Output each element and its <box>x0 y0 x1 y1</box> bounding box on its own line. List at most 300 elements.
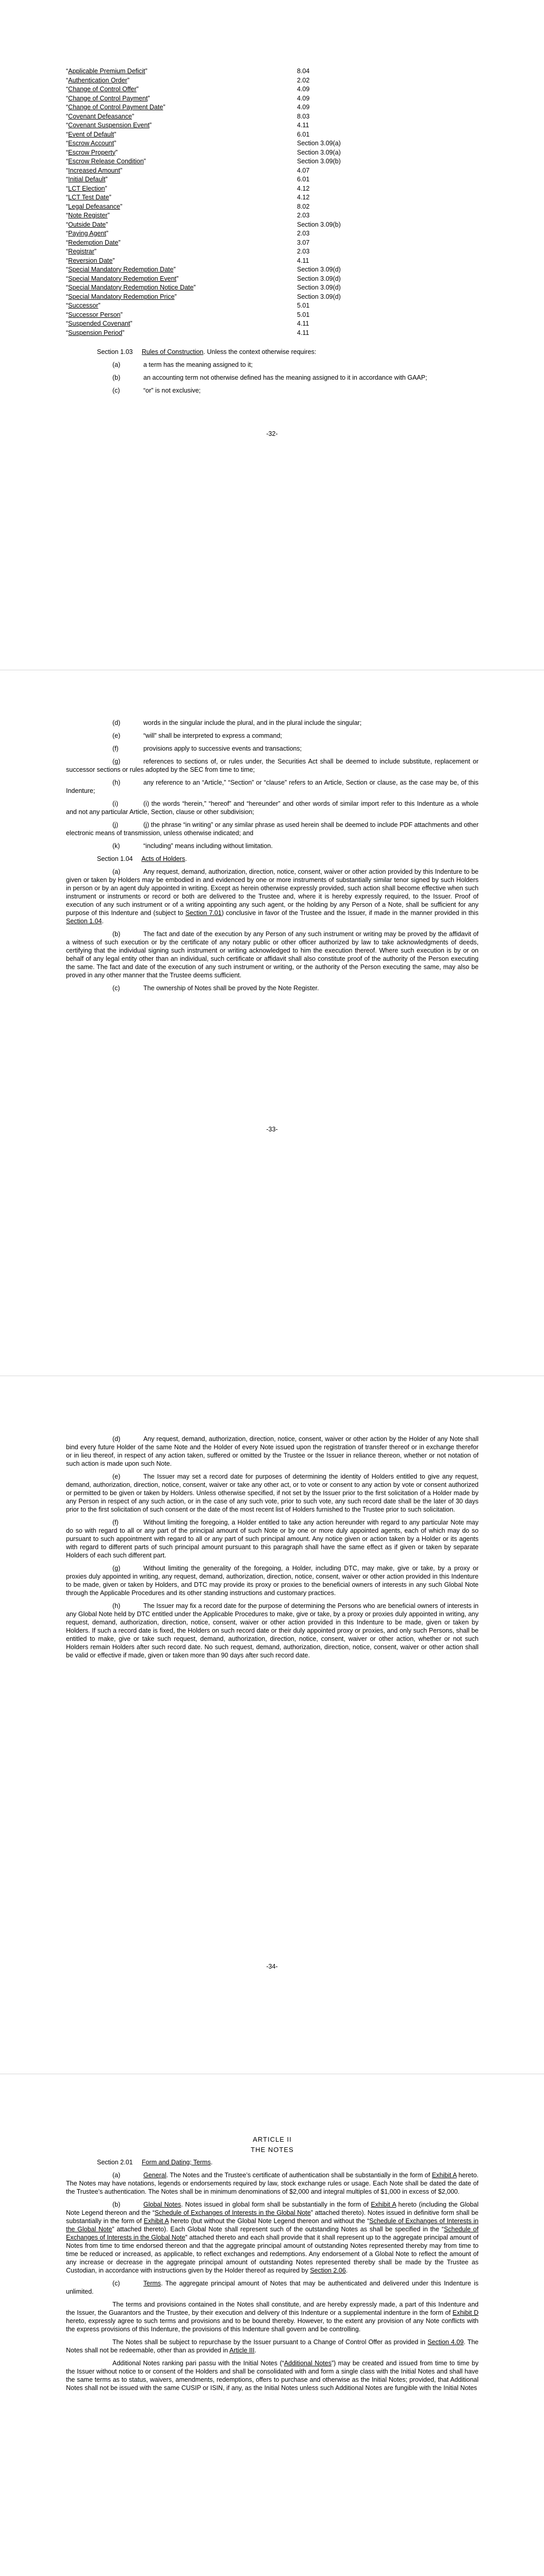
defined-term-row <box>66 175 479 184</box>
quote-mark: “ <box>66 86 69 93</box>
defined-term-row <box>66 166 479 176</box>
clause-text: . <box>345 2267 348 2274</box>
clause-mark: (f) <box>112 1519 119 1526</box>
defined-term-reference: Section 3.09(d) <box>297 266 341 273</box>
defined-term-row <box>66 130 479 140</box>
clause-mark: (e) <box>112 732 121 739</box>
clause-text: provisions apply to successive events and transactions; <box>143 745 302 752</box>
term-text: Suspended Covenant <box>68 320 130 327</box>
term-text: Covenant Defeasance <box>68 112 132 120</box>
quote-mark: “ <box>66 76 69 84</box>
schedule-of-exchanges-link[interactable]: Schedule of Exchanges of Interests in the Global Note <box>154 2209 311 2216</box>
quote-mark: ” <box>145 67 147 75</box>
clause-text: The fact and date of the execution by any Person of any such instrument or writing may be proved by the affidavit of a witness of such execution or by the certificate of any notary public or other officer authorized by law to take acknowledgments of deeds, certifying that the individual signing such instrument or writing acknowledged to him the execution thereof. Where such execution is by or on behalf of any legal entity other than an individual, such certificate or affidavit shall also constitute proof of the authority of the Person executing the same. The fact and date of the execution of any such instrument or writing, or the authority of the Person executing the same, may also be proved in any other manner that the Trustee deems sufficient. <box>66 930 479 979</box>
defined-term-name <box>66 85 297 94</box>
clause-a <box>66 868 479 925</box>
clause-mark: (g) <box>112 758 121 765</box>
term-text: Reversion Date <box>68 257 113 264</box>
defined-term-name <box>66 257 297 266</box>
clause-text: Any request, demand, authorization, direction, notice, consent, waiver or other action provided by this Indenture to be given or taken by Holders may be embodied in and evidenced by one or more instruments of substantially similar tenor signed by such Holders in person or by an agent duly appointed in writing. Except as herein otherwise expressly provided, such action shall become effective when such instrument or instruments or record or both are delivered to the Trustee and, where it is hereby expressly required, to the Issuer. Proof of execution of any such instrument or of a writing appointing any such agent, or the holding by any Person of a Note, shall be sufficient for any purpose of this Indenture and (subject to <box>66 868 479 917</box>
quote-mark: “ <box>66 94 69 102</box>
defined-term-name <box>66 76 297 86</box>
exhibit-a-link[interactable]: Exhibit A <box>432 2172 457 2179</box>
clause-mark: (b) <box>112 374 121 381</box>
clause-mark: (e) <box>112 1473 121 1480</box>
clause-g <box>66 757 479 774</box>
defined-term-name <box>66 103 297 112</box>
paragraph-text: The Notes shall be subject to repurchase by the Issuer pursuant to a Change of Control Offer as provided in <box>112 2338 428 2346</box>
clause-text: a term has the meaning assigned to it; <box>143 361 253 368</box>
defined-term-reference: Section 3.09(d) <box>297 284 341 291</box>
defined-term-row <box>66 229 479 239</box>
defined-term-reference: 4.09 <box>297 94 310 102</box>
quote-mark: “ <box>66 230 69 237</box>
defined-term-name <box>66 175 297 184</box>
defined-term-name <box>66 211 297 221</box>
paragraph-text: hereto, expressly agree to such terms and provisions and to be bound thereby. However, to the extent any provision of any Note conflicts with the express provisions of this Indenture, the provisions of this Indenture shall govern and be controlling. <box>66 2317 479 2333</box>
clause-mark: (c) <box>112 985 120 992</box>
clause-e <box>66 732 479 740</box>
clause-text: words in the singular include the plural, and in the plural include the singular; <box>143 719 362 726</box>
clause-c <box>66 2279 479 2296</box>
quote-mark: ” <box>106 221 108 228</box>
clause-a <box>66 2171 479 2196</box>
page-number: -32- <box>266 430 278 437</box>
article-ii <box>66 2136 479 2397</box>
quote-mark: “ <box>66 202 69 210</box>
quote-mark: “ <box>66 320 69 327</box>
quote-mark: ” <box>143 158 146 165</box>
clause-text: hereto (but without the Global Note Legend thereon and without the “ <box>169 2217 370 2225</box>
term-text: Successor Person <box>68 311 121 318</box>
quote-mark: “ <box>66 266 69 273</box>
term-text: Successor <box>68 302 98 309</box>
defined-term-row <box>66 211 479 221</box>
term-text: Escrow Account <box>68 140 114 147</box>
article-title: THE NOTES <box>251 2146 294 2154</box>
additional-notes-term: Additional Notes <box>284 2360 332 2367</box>
clause-mark: (h) <box>112 1602 121 1609</box>
paragraph-text: . <box>254 2347 256 2354</box>
clause-text: an accounting term not otherwise defined has the meaning assigned to it in accordance with GAAP; <box>143 374 427 381</box>
defined-term-reference: 4.09 <box>297 104 310 111</box>
quote-mark: ” <box>176 275 179 282</box>
clause-mark: (j) <box>112 821 119 828</box>
exhibit-a-link[interactable]: Exhibit A <box>143 2217 169 2225</box>
clause-j <box>66 821 479 837</box>
clause-text: The Issuer may fix a record date for the purpose of determining the Persons who are beneficial owners of interests in any Global Note held by DTC entitled under the Applicable Procedures to make, give or take, by a proxy or proxies duly appointed in writing, any request, demand, authorization, direction, notice, consent, waiver or other action provided in this Indenture to be made, given or taken by Holders. If such a record date is fixed, the Holders on such record date or their duly appointed proxy or proxies, and only such Persons, shall be entitled to make, give or take such request, demand, authorization, direction, notice, consent, waiver or other action, whether or not such Holders remain Holders after such record date. No such request, demand, authorization, direction, notice, consent, waiver or other action shall be valid or effective if made, given or taken more than 90 days after such record date. <box>66 1602 479 1659</box>
defined-term-name <box>66 157 297 166</box>
section-1-03 <box>66 348 479 399</box>
defined-term-reference: 4.12 <box>297 194 310 201</box>
schedule-of-exchanges-link[interactable]: Schedule of Exchanges of Interests in the Global Note <box>66 2217 479 2233</box>
defined-term-row <box>66 319 479 329</box>
clause-text: ” attached thereto). Each Global Note shall represent such of the outstanding Notes as shall be specified in the “ <box>112 2226 444 2233</box>
term-text: Authentication Order <box>68 76 127 84</box>
section-label: Section 2.01 <box>97 2159 133 2166</box>
section-4-09-link[interactable]: Section 4.09 <box>427 2338 464 2346</box>
term-text: Event of Default <box>68 130 114 138</box>
term-text: Special Mandatory Redemption Notice Date <box>68 284 194 291</box>
clause-text: Without limiting the generality of the foregoing, a Holder, including DTC, may make, give or take, by a proxy or proxies duly appointed in writing, any request, demand, authorization, direction, notice, consent, waiver or other action provided in this Indenture to be made, given or taken by Holders, and DTC may provide its proxy or proxies to the beneficial owners of interests in any such Global Note through the Applicable Procedures and its other standing instructions and customary practices. <box>66 1565 479 1597</box>
section-title-end: . <box>210 2159 213 2166</box>
clause-mark: (c) <box>112 387 120 394</box>
quote-mark: “ <box>66 176 69 183</box>
clause-text: Any request, demand, authorization, direction, notice, consent, waiver or other action by the Holder of any Note shall bind every future Holder of the same Note and the Holder of every Note issued upon the registration of transfer thereof or in exchange therefor or in lieu thereof, in respect of any action taken, suffered or omitted by the Trustee or the Issuer in reliance thereon, whether or not notation of such action is made upon such Note. <box>66 1435 479 1467</box>
clause-mark: (b) <box>112 930 121 938</box>
defined-term-reference: 4.09 <box>297 86 310 93</box>
quote-mark: ” <box>114 140 117 147</box>
clause-mark: (d) <box>112 1435 121 1443</box>
quote-mark: ” <box>173 266 176 273</box>
defined-term-name <box>66 148 297 158</box>
clause-text: “including” means including without limitation. <box>143 842 273 850</box>
exhibit-a-link[interactable]: Exhibit A <box>371 2201 397 2208</box>
defined-term-row <box>66 139 479 148</box>
defined-term-row <box>66 257 479 266</box>
quote-mark: “ <box>66 122 69 129</box>
clause-text: hereto (including the Global Note Legend thereon and the “ <box>66 2201 479 2216</box>
quote-mark: ” <box>120 311 123 318</box>
quote-mark: ” <box>130 320 133 327</box>
term-text: Outside Date <box>68 221 106 228</box>
term-text: Initial Default <box>68 176 106 183</box>
quote-mark: ” <box>136 86 139 93</box>
defined-term-name <box>66 193 297 202</box>
clause-text: hereto. The Notes may have notations, legends or endorsements required by law, stock exchange rules or usage. Each Note shall be dated the date of the Trustee’s authentication. The Notes shall be in minimum denominations of $2,000 and integral multiples of $1,000 in excess of $2,000. <box>66 2172 479 2195</box>
quote-mark: ” <box>106 230 109 237</box>
defined-term-reference: 4.12 <box>297 184 310 192</box>
defined-term-row <box>66 184 479 194</box>
quote-mark: “ <box>66 104 69 111</box>
clause-text: (j) the phrase “in writing” or any similar phrase as used herein shall be deemed to include PDF attachments and other electronic means of transmission, unless otherwise indicated; and <box>66 821 479 837</box>
article-iii-link[interactable]: Article III <box>229 2347 255 2354</box>
defined-term-name <box>66 94 297 104</box>
defined-term-name <box>66 275 297 284</box>
clause-mark: (k) <box>112 842 120 850</box>
clause-mark: (b) <box>112 2201 121 2208</box>
section-title: Rules of Construction <box>141 348 204 355</box>
section-2-06-link[interactable]: Section 2.06 <box>310 2267 346 2274</box>
clause-f <box>66 1518 479 1560</box>
clause-k <box>66 842 479 850</box>
defined-term-reference: 3.07 <box>297 239 310 246</box>
clause-a <box>66 361 479 369</box>
quote-mark: ” <box>109 194 111 201</box>
quote-mark: “ <box>66 212 69 219</box>
clause-text: . The Notes and the Trustee’s certificate of authentication shall be substantially in the form of <box>166 2172 432 2179</box>
defined-term-row <box>66 221 479 230</box>
clause-lead: Terms <box>143 2280 161 2287</box>
defined-term-row <box>66 76 479 86</box>
term-text: LCT Election <box>68 184 105 192</box>
quote-mark: ” <box>107 212 110 219</box>
defined-term-reference: 4.11 <box>297 320 309 327</box>
clause-mark: (h) <box>112 779 121 786</box>
clause-text: . <box>102 918 104 925</box>
quote-mark: ” <box>112 257 115 264</box>
term-text: Paying Agent <box>68 230 106 237</box>
quote-mark: “ <box>66 221 69 228</box>
section-intro: . Unless the context otherwise requires: <box>203 348 317 355</box>
clause-mark: (f) <box>112 745 119 752</box>
defined-term-name <box>66 229 297 239</box>
quote-mark: “ <box>66 158 69 165</box>
quote-mark: “ <box>66 311 69 318</box>
term-text: Escrow Release Condition <box>68 158 144 165</box>
defined-term-row <box>66 247 479 257</box>
clause-mark: (a) <box>112 868 121 875</box>
quote-mark: “ <box>66 302 69 309</box>
defined-term-reference: Section 3.09(d) <box>297 293 341 300</box>
clause-text: Without limiting the foregoing, a Holder entitled to take any action hereunder with regard to any particular Note may do so with regard to all or any part of the principal amount of such Note or by one or more duly appointed agents, each of which may do so pursuant to such appointment with regard to all or any part of such principal amount. Any notice given or action taken by a Holder or its agents with regard to different parts of such principal amount pursuant to this paragraph shall have the same effect as if given or taken by separate Holders of each such different part. <box>66 1519 479 1559</box>
defined-term-reference: 6.01 <box>297 130 310 138</box>
clause-c <box>66 386 479 395</box>
defined-term-row <box>66 239 479 248</box>
clause-text: ” attached thereto). Notes issued in definitive form shall be substantially in the form of <box>66 2209 479 2225</box>
section-1-04-link[interactable]: Section 1.04 <box>66 918 102 925</box>
clause-text: references to sections of, or rules under, the Securities Act shall be deemed to include substitute, replacement or successor sections or rules adopted by the SEC from time to time; <box>66 758 479 773</box>
defined-term-name <box>66 166 297 176</box>
defined-term-reference: 4.11 <box>297 122 309 129</box>
section-1-03-heading <box>66 348 479 356</box>
defined-term-reference: 5.01 <box>297 311 310 318</box>
defined-term-row <box>66 202 479 212</box>
defined-term-row <box>66 112 479 122</box>
term-text: Applicable Premium Deficit <box>68 67 145 75</box>
defined-term-row <box>66 283 479 293</box>
term-text: Registrar <box>68 248 94 255</box>
defined-term-row <box>66 311 479 320</box>
clause-text: The ownership of Notes shall be proved by the Note Register. <box>143 985 319 992</box>
clause-i <box>66 800 479 816</box>
defined-term-row <box>66 275 479 284</box>
term-text: Change of Control Offer <box>68 86 137 93</box>
defined-term-row <box>66 85 479 94</box>
quote-mark: “ <box>66 329 69 336</box>
term-text: Special Mandatory Redemption Event <box>68 275 177 282</box>
section-2-01-heading <box>66 2158 479 2166</box>
clause-text: . The aggregate principal amount of Notes that may be authenticated and delivered under this Indenture is unlimited. <box>66 2280 479 2295</box>
clause-h <box>66 1602 479 1659</box>
defined-term-reference: Section 3.09(b) <box>297 158 341 165</box>
quote-mark: “ <box>66 257 69 264</box>
defined-term-reference: Section 3.09(a) <box>297 140 341 147</box>
term-text: Redemption Date <box>68 239 119 246</box>
term-text: Note Register <box>68 212 108 219</box>
quote-mark: “ <box>66 184 69 192</box>
clause-mark: (a) <box>112 2172 121 2179</box>
section-1-04-continued <box>66 1435 479 1664</box>
defined-term-reference: 4.11 <box>297 257 309 264</box>
defined-term-reference: 8.03 <box>297 112 310 120</box>
quote-mark: “ <box>66 140 69 147</box>
paragraph-text: Additional Notes ranking pari passu with the Initial Notes (“ <box>112 2360 284 2367</box>
defined-term-row <box>66 293 479 302</box>
defined-term-reference: 5.01 <box>297 302 310 309</box>
defined-term-name <box>66 239 297 248</box>
defined-term-name <box>66 265 297 275</box>
section-title: Form and Dating; Terms <box>141 2159 211 2166</box>
term-text: Special Mandatory Redemption Price <box>68 293 175 300</box>
clause-mark: (c) <box>112 2280 120 2287</box>
clause-lead: Global Notes <box>143 2201 182 2208</box>
page-33 <box>0 670 544 1376</box>
quote-mark: “ <box>66 248 69 255</box>
defined-term-reference: 4.11 <box>297 329 309 336</box>
section-1-03-continued <box>66 719 479 997</box>
defined-term-row <box>66 265 479 275</box>
term-text: Suspension Period <box>68 329 123 336</box>
clause-text: ) conclusive in favor of the Trustee and the Issuer, if made in the manner provided in this <box>221 909 479 917</box>
defined-term-reference: Section 3.09(d) <box>297 275 341 282</box>
quote-mark: “ <box>66 293 69 300</box>
clause-text: (i) the words “herein,” “hereof” and “hereunder” and other words of similar import refer to this Indenture as a whole and not any particular Article, Section, clause or other subdivision; <box>66 800 479 816</box>
term-text: LCT Test Date <box>68 194 109 201</box>
defined-term-reference: 2.02 <box>297 76 310 84</box>
clause-mark: (i) <box>112 800 119 807</box>
defined-term-reference: Section 3.09(b) <box>297 221 341 228</box>
defined-term-name <box>66 247 297 257</box>
quote-mark: ” <box>163 104 166 111</box>
defined-term-name <box>66 311 297 320</box>
quote-mark: ” <box>115 148 118 156</box>
defined-term-row <box>66 94 479 104</box>
term-text: Change of Control Payment <box>68 94 148 102</box>
quote-mark: ” <box>127 76 129 84</box>
paragraph-text: ”) may be created and issued from time to time by the Issuer without notice to or consent of the Holders and shall be consolidated with and form a single class with the Initial Notes and shall have the same terms as to status, waivers, amendments, redemptions, offers to purchase and otherwise as the Initial Notes; provided, that Additional Notes shall not be issued with the same CUSIP or ISIN, if any, as the Initial Notes unless such Additional Notes are fungible with the Initial Notes <box>66 2360 479 2392</box>
quote-mark: “ <box>66 239 69 246</box>
clause-text: The Issuer may set a record date for purposes of determining the identity of Holders entitled to give any request, demand, authorization, direction, notice, consent, waiver or take any other act, or to vote or consent to any action by vote or consent authorized or permitted to be given or taken by Holders. Unless otherwise specified, if not set by the Issuer prior to the first solicitation of a Holder made by any Person in respect of any such action, or in the case of any such vote, prior to such vote, any such record date shall be the later of 30 days prior to the first solicitation of such consent or the date of the most recent list of Holders furnished to the Trustee prior to such solicitation. <box>66 1473 479 1513</box>
clause-text: ” attached thereto and each shall provide that it shall represent up to the aggregate principal amount of Notes from time to time endorsed thereon and that the aggregate principal amount of outstanding Notes represented thereby may from time to time be reduced or increased, as applicable, to reflect exchanges and redemptions. Any endorsement of a Global Note to reflect the amount of any increase or decrease in the aggregate principal amount of outstanding Notes represented thereby shall be made by the Trustee as Custodian, in accordance with instructions given by the Holder thereof as required by <box>66 2234 479 2274</box>
defined-terms-table <box>66 67 479 337</box>
page-34 <box>0 1376 544 2074</box>
section-label: Section 1.04 <box>97 855 133 862</box>
defined-term-reference: Section 3.09(a) <box>297 148 341 156</box>
defined-term-reference: 4.07 <box>297 166 310 174</box>
term-text: Change of Control Payment Date <box>68 104 163 111</box>
clause-e <box>66 1472 479 1514</box>
quote-mark: “ <box>66 284 69 291</box>
defined-term-row <box>66 329 479 338</box>
quote-mark: ” <box>122 329 125 336</box>
defined-term-reference: 2.03 <box>297 248 310 255</box>
quote-mark: ” <box>174 293 177 300</box>
clause-text: “will” shall be interpreted to express a command; <box>143 732 282 739</box>
defined-term-row <box>66 193 479 202</box>
term-text: Covenant Suspension Event <box>68 122 150 129</box>
quote-mark: “ <box>66 67 69 75</box>
defined-term-name <box>66 112 297 122</box>
defined-term-name <box>66 139 297 148</box>
term-text: Special Mandatory Redemption Date <box>68 266 174 273</box>
defined-term-name <box>66 293 297 302</box>
clause-mark: (a) <box>112 361 121 368</box>
section-label: Section 1.03 <box>97 348 133 355</box>
defined-term-name <box>66 221 297 230</box>
defined-term-reference: 8.02 <box>297 202 310 210</box>
defined-term-name <box>66 283 297 293</box>
quote-mark: ” <box>105 176 108 183</box>
quote-mark: ” <box>147 94 150 102</box>
defined-term-name <box>66 67 297 76</box>
section-7-01-link[interactable]: Section 7.01 <box>185 909 222 917</box>
defined-term-name <box>66 202 297 212</box>
term-text: Increased Amount <box>68 166 120 174</box>
quote-mark: “ <box>66 148 69 156</box>
page-number: -33- <box>266 1126 278 1133</box>
page-32 <box>0 0 544 670</box>
defined-term-name <box>66 319 297 329</box>
quote-mark: ” <box>193 284 196 291</box>
clause-b <box>66 930 479 979</box>
defined-term-row <box>66 103 479 112</box>
defined-term-reference: 6.01 <box>297 176 310 183</box>
quote-mark: ” <box>105 184 107 192</box>
clause-d <box>66 1435 479 1468</box>
paragraph-repurchase <box>66 2338 479 2354</box>
page-number: -34- <box>266 1963 278 1970</box>
clause-mark: (g) <box>112 1565 121 1572</box>
quote-mark: “ <box>66 166 69 174</box>
quote-mark: ” <box>114 130 117 138</box>
paragraph-text: . The Notes shall not be redeemable, other than as provided in <box>66 2338 479 2354</box>
clause-c <box>66 984 479 992</box>
quote-mark: ” <box>94 248 97 255</box>
defined-term-row <box>66 67 479 76</box>
term-text: Escrow Property <box>68 148 116 156</box>
defined-term-reference: 2.03 <box>297 230 310 237</box>
defined-term-name <box>66 301 297 311</box>
defined-term-reference: 8.04 <box>297 67 310 75</box>
clause-b <box>66 2200 479 2275</box>
clause-text: . Notes issued in global form shall be substantially in the form of <box>181 2201 371 2208</box>
clause-f <box>66 744 479 753</box>
quote-mark: ” <box>131 112 135 120</box>
page-35 <box>0 2074 544 2576</box>
clause-lead: General <box>143 2172 167 2179</box>
section-title: Acts of Holders <box>141 855 185 862</box>
schedule-of-exchanges-link[interactable]: Schedule of Exchanges of Interests in the Global Note <box>66 2226 479 2241</box>
clause-h <box>66 778 479 795</box>
clause-mark: (d) <box>112 719 121 726</box>
quote-mark: ” <box>118 239 121 246</box>
defined-term-name <box>66 184 297 194</box>
defined-term-name <box>66 329 297 338</box>
defined-term-row <box>66 148 479 158</box>
defined-term-name <box>66 121 297 130</box>
quote-mark: “ <box>66 194 69 201</box>
defined-term-name <box>66 130 297 140</box>
quote-mark: ” <box>120 166 123 174</box>
clause-text: “or” is not exclusive; <box>143 387 201 394</box>
quote-mark: ” <box>149 122 152 129</box>
clause-text: any reference to an “Article,” “Section” or “clause” refers to an Article, Section or clause, as the case may be, of this Indenture; <box>66 779 479 794</box>
paragraph-additional-notes <box>66 2359 479 2392</box>
quote-mark: ” <box>98 302 101 309</box>
defined-term-reference: 2.03 <box>297 212 310 219</box>
quote-mark: “ <box>66 275 69 282</box>
clause-b <box>66 374 479 382</box>
clause-g <box>66 1564 479 1597</box>
paragraph-text: The terms and provisions contained in the Notes shall constitute, and are hereby expressly made, a part of this Indenture and the Issuer, the Guarantors and the Trustee, by their execution and delivery of this Indenture or a supplemental indenture in the form of <box>66 2301 479 2316</box>
exhibit-d-link[interactable]: Exhibit D <box>452 2309 479 2316</box>
term-text: Legal Defeasance <box>68 202 120 210</box>
defined-term-row <box>66 121 479 130</box>
article-heading: ARTICLE II <box>253 2136 292 2143</box>
clause-d <box>66 719 479 727</box>
quote-mark: “ <box>66 112 69 120</box>
